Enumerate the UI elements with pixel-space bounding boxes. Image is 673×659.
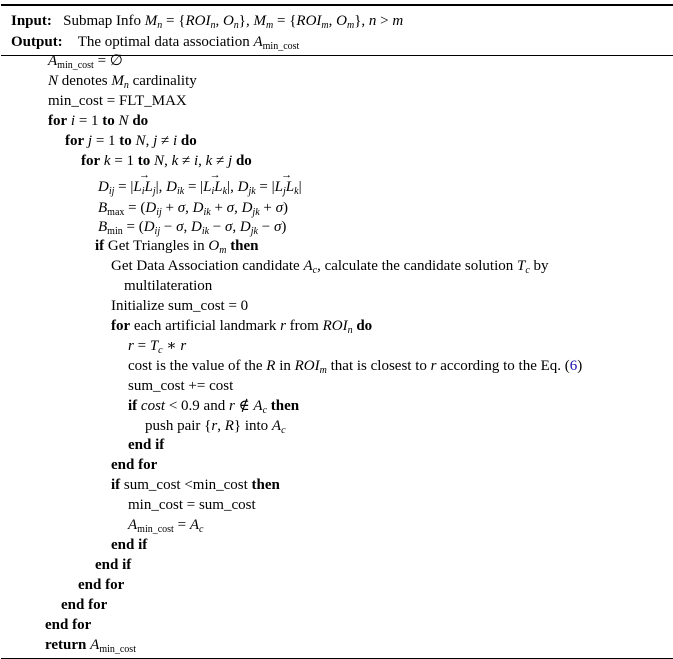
output-line: [11, 33, 299, 51]
line-text: sum_cost += cost: [128, 378, 234, 394]
line-text: if sum_cost <min_cost then: [111, 477, 280, 493]
line-text: end if: [95, 557, 132, 573]
equation-reference-link[interactable]: 6: [569, 358, 578, 374]
input-text: Submap Info $M_n = \{ROI_n$, $O_n$}, $M_m = \{ROI_m$, $O_m$}, n > m: [63, 13, 404, 31]
line-text: if cost < 0.9 and r ∉ $A_c$ then: [128, 398, 300, 416]
line-text: end if: [128, 437, 165, 453]
line-text: end for: [45, 617, 92, 633]
output-label: Output:: [11, 34, 63, 50]
line-text: for j = 1 to N, j ≠ i do: [65, 133, 197, 149]
line-text: $r = T_c$ ∗ r: [128, 338, 187, 356]
line-text: Initialize sum_cost = 0: [111, 298, 249, 314]
line-text: end for: [61, 597, 108, 613]
line-text: push pair {r, R} into $A_c$: [145, 418, 286, 436]
line-text: $A_{min\_cost} = A_c$: [128, 517, 204, 535]
line-text-continued: multilateration: [124, 278, 213, 294]
line-text: $A_{min\_cost}$ = ∅: [48, 53, 123, 71]
line-text: for each artificial landmark r from $ROI_n$ do: [111, 318, 373, 336]
line-text: Get Data Association candidate $A_c$, calculate the candidate solution $T_c$ by: [111, 258, 549, 276]
line-text: N denotes $M_n$ cardinality: [48, 73, 197, 91]
output-text: The optimal data association $A_{min\_cost}$: [77, 34, 300, 52]
input-line: [11, 12, 403, 30]
line-text: end for: [111, 457, 158, 473]
line-text: cost is the value of the R in $ROI_m$ that is closest to r according to the Eq. (6): [128, 358, 583, 376]
line-text: min_cost = FLT_MAX: [48, 93, 187, 109]
line-text: return $A_{min\_cost}$: [45, 637, 136, 655]
input-label: Input:: [11, 13, 52, 29]
line-text: $B_{min} = (D_{ij} - \sigma$, $D_{ik} - \sigma$, $D_{jk} - \sigma$): [98, 219, 287, 237]
line-text: end if: [111, 537, 148, 553]
line-text: end for: [78, 577, 125, 593]
line-text: for k = 1 to N, k ≠ i, k ≠ j do: [81, 153, 252, 169]
line-text: $B_{max} = (D_{ij} + \sigma$, $D_{ik} + \sigma$, $D_{jk} + \sigma$): [98, 200, 289, 218]
line-text: $D_{ij}$ = |→ $L_iL_j|$, $D_{ik}$ = |→ $L_iL_k|$, $D_{jk}$ = |→ $L_jL_k|$: [98, 177, 302, 197]
line-text: for i = 1 to N do: [48, 113, 149, 129]
line-text: min_cost = sum_cost: [128, 497, 256, 513]
line-text: if Get Triangles in $O_m$ then: [95, 238, 259, 256]
top-rule: [1, 4, 673, 6]
